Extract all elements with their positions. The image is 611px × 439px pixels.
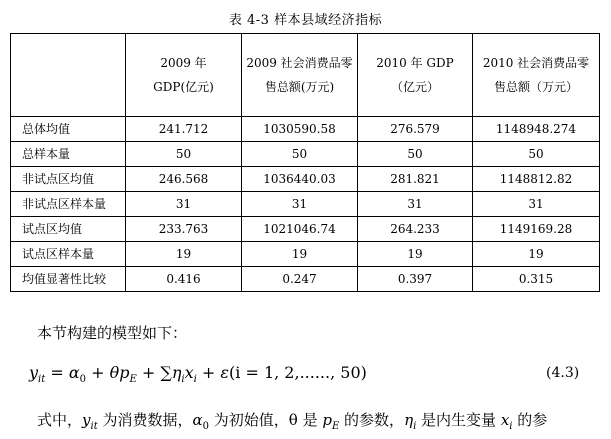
formula-x-sub: i <box>193 374 197 386</box>
formula-range: (i = 1, 2,......, 50) <box>229 363 367 382</box>
row-label-cell: 总样本量 <box>11 142 126 167</box>
table-cell: 0.247 <box>242 267 358 292</box>
table-row <box>11 217 600 242</box>
table-cell: 1021046.74 <box>242 217 358 242</box>
table-header-cell: 2010 年 GDP （亿元） <box>358 34 473 117</box>
table-header-cell: 2009 社会消费品零 售总额(万元) <box>242 34 358 117</box>
formula-plus-3: + <box>196 363 221 382</box>
table-row <box>11 192 600 217</box>
table-cell: 19 <box>242 242 358 267</box>
formula-y: y <box>29 363 39 382</box>
equation-number: (4.3) <box>546 365 580 381</box>
formula-alpha: α <box>68 363 80 382</box>
para2-x-sub: i <box>509 421 513 432</box>
para2-text-2: 为消费数据， <box>97 411 193 429</box>
row-label-cell: 试点区均值 <box>11 217 126 242</box>
formula-epsilon: ε <box>220 363 230 382</box>
table-cell: 31 <box>358 192 473 217</box>
table-cell: 31 <box>242 192 358 217</box>
table-cell: 1148948.274 <box>473 117 600 142</box>
row-label-cell: 均值显著性比较 <box>11 267 126 292</box>
para2-x: x <box>500 411 510 429</box>
para2-y-sub: it <box>90 421 98 432</box>
table-body <box>11 117 600 292</box>
para2-text-1: 式中， <box>37 411 83 429</box>
formula-eq: = <box>45 363 69 382</box>
formula-x: x <box>184 363 194 382</box>
para2-p: p <box>322 411 332 429</box>
table-cell: 264.233 <box>358 217 473 242</box>
table-row <box>11 242 600 267</box>
para2-text-6: 的参 <box>512 411 548 429</box>
table-cell: 19 <box>358 242 473 267</box>
formula-eta: η <box>171 363 182 382</box>
table-cell: 19 <box>473 242 600 267</box>
para2-alpha: α <box>192 411 203 429</box>
table-cell: 1148812.82 <box>473 167 600 192</box>
table-cell: 50 <box>358 142 473 167</box>
para2-text-5: 是内生变量 <box>416 411 501 429</box>
model-intro-text: 本节构建的模型如下： <box>37 324 188 342</box>
formula-sum: ∑ <box>160 363 172 382</box>
table-row <box>11 142 600 167</box>
table-cell: 31 <box>473 192 600 217</box>
table-cell: 0.416 <box>126 267 242 292</box>
table-cell: 1149169.28 <box>473 217 600 242</box>
variable-definition-text <box>37 409 547 432</box>
para2-text-4: 的参数， <box>339 411 405 429</box>
table-cell: 50 <box>242 142 358 167</box>
row-label-cell: 非试点区均值 <box>11 167 126 192</box>
table-cell: 233.763 <box>126 217 242 242</box>
row-label-cell: 非试点区样本量 <box>11 192 126 217</box>
table-row <box>11 267 600 292</box>
table-cell: 0.397 <box>358 267 473 292</box>
formula-eta-sub: i <box>181 374 185 386</box>
table-cell: 241.712 <box>126 117 242 142</box>
table-header-row <box>11 34 600 117</box>
para2-alpha-sub: 0 <box>202 421 210 432</box>
formula-plus-2: + <box>136 363 161 382</box>
model-formula <box>29 363 367 385</box>
table-cell: 246.568 <box>126 167 242 192</box>
para2-y: y <box>82 411 91 429</box>
table-header-cell: 2010 社会消费品零 售总额（万元） <box>473 34 600 117</box>
table-row <box>11 167 600 192</box>
table-cell: 50 <box>473 142 600 167</box>
formula-p: p <box>119 363 130 382</box>
row-label-cell: 总体均值 <box>11 117 126 142</box>
table-cell: 281.821 <box>358 167 473 192</box>
formula-alpha-sub: 0 <box>79 374 87 386</box>
para2-text-3: 为初始值，θ 是 <box>209 411 323 429</box>
para2-p-sub: E <box>331 421 340 432</box>
table-cell: 50 <box>126 142 242 167</box>
table-caption: 表 4-3 样本县域经济指标 <box>228 13 383 28</box>
table-cell: 1030590.58 <box>242 117 358 142</box>
table-row <box>11 117 600 142</box>
row-label-cell: 试点区样本量 <box>11 242 126 267</box>
para2-eta: η <box>404 411 414 429</box>
para2-eta-sub: i <box>413 421 417 432</box>
table-cell: 1036440.03 <box>242 167 358 192</box>
formula-theta: θ <box>109 363 120 382</box>
economic-indicators-table <box>10 33 600 292</box>
formula-p-sub: E <box>129 374 137 386</box>
table-cell: 276.579 <box>358 117 473 142</box>
table-cell: 19 <box>126 242 242 267</box>
table-header-cell: 2009 年 GDP(亿元) <box>126 34 242 117</box>
table-cell: 31 <box>126 192 242 217</box>
table-cell: 0.315 <box>473 267 600 292</box>
formula-plus-1: + <box>86 363 110 382</box>
table-header-cell <box>11 34 126 117</box>
formula-y-sub: it <box>38 374 46 386</box>
